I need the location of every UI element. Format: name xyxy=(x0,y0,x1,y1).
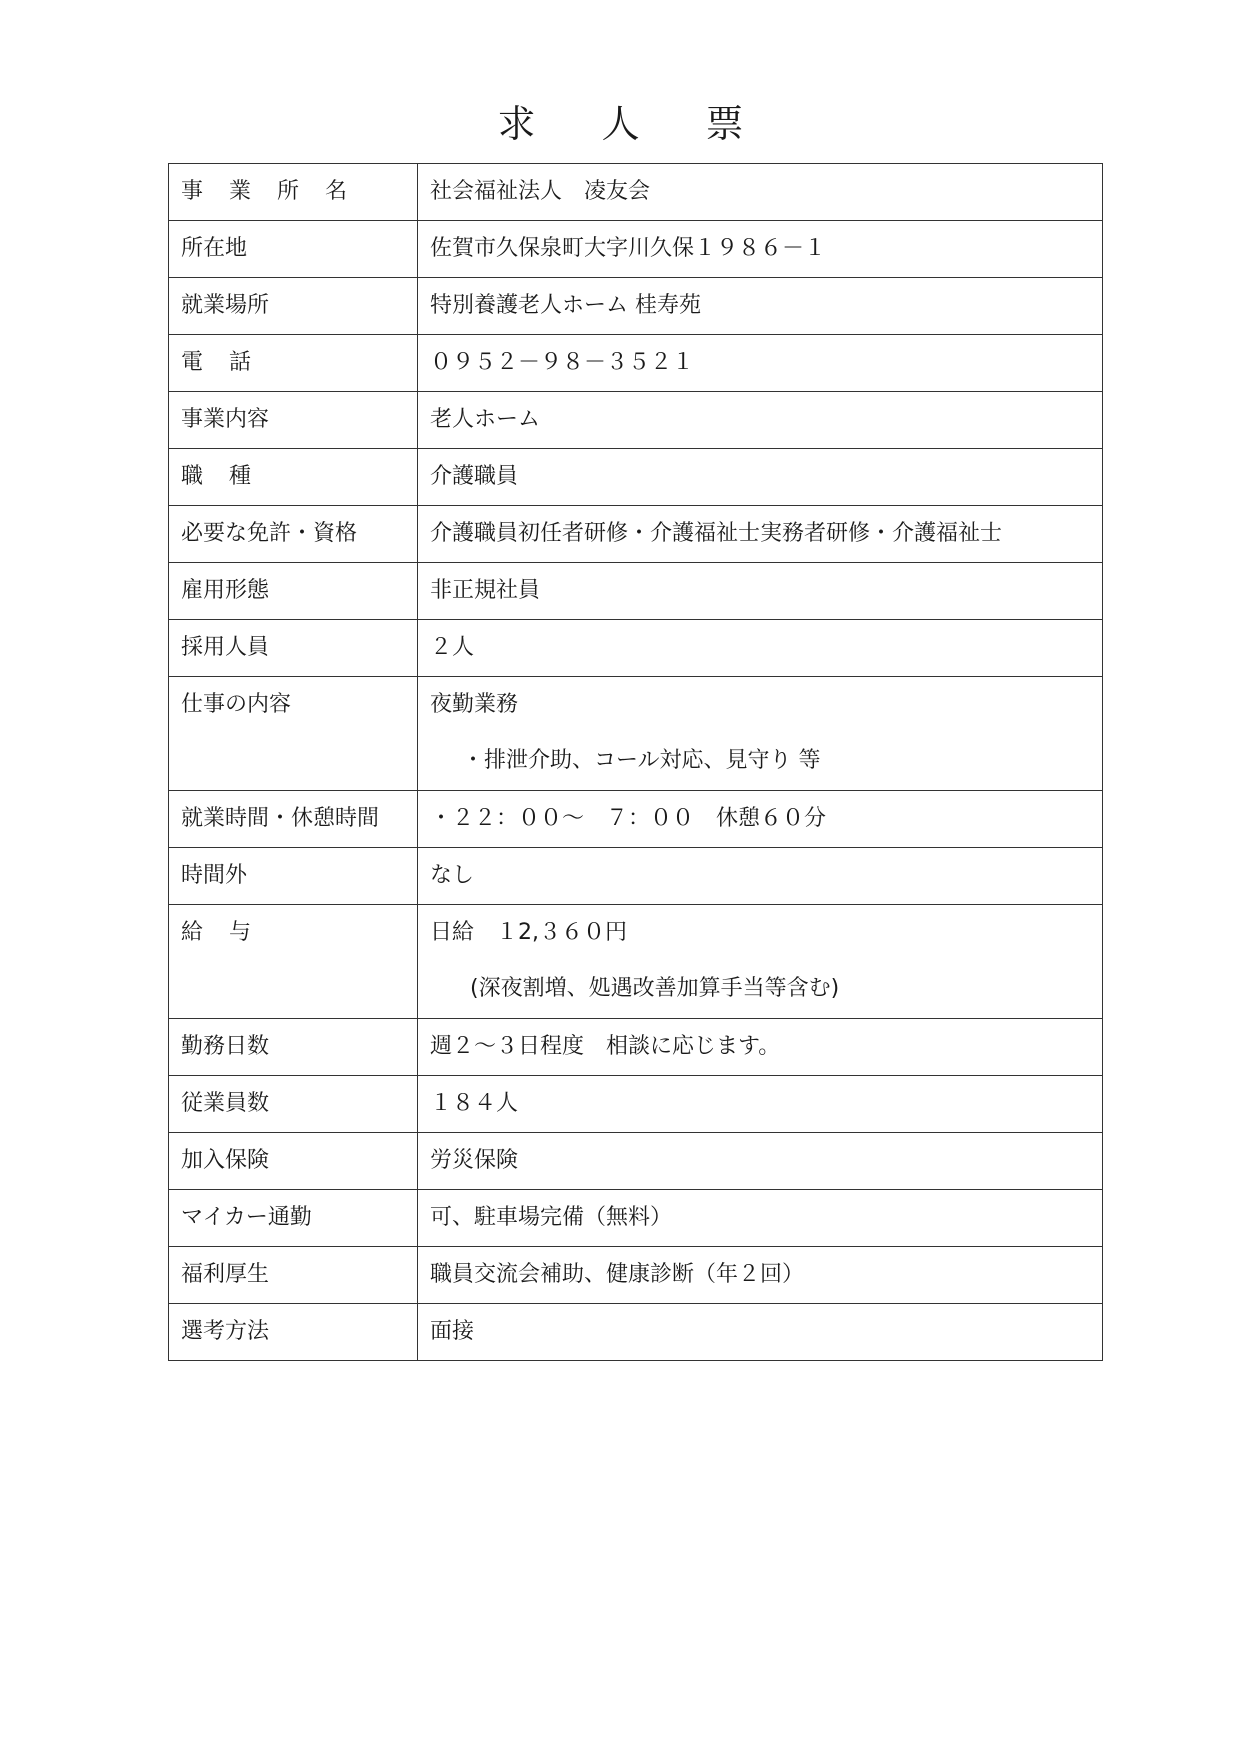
job-content-label: 仕事の内容 xyxy=(181,692,292,717)
salary-label: 給与 xyxy=(181,920,278,945)
overtime-label: 時間外 xyxy=(169,848,418,905)
row-employment-type xyxy=(169,563,1103,620)
row-job-content xyxy=(169,677,1103,791)
row-car-commute xyxy=(169,1190,1103,1247)
workplace-label: 就業場所 xyxy=(169,278,418,335)
job-content-value-line1: 夜勤業務 xyxy=(430,692,519,717)
hires-value: ２人 xyxy=(418,620,1103,677)
salary-value-cell xyxy=(418,905,1103,1019)
row-insurance xyxy=(169,1133,1103,1190)
employment-type-label: 雇用形態 xyxy=(169,563,418,620)
employment-type-value: 非正規社員 xyxy=(418,563,1103,620)
job-content-value-cell xyxy=(418,677,1103,791)
job-type-value: 介護職員 xyxy=(418,449,1103,506)
address-value: 佐賀市久保泉町大字川久保１９８６－１ xyxy=(418,221,1103,278)
selection-value: 面接 xyxy=(418,1304,1103,1361)
hires-label: 採用人員 xyxy=(169,620,418,677)
business-value: 老人ホーム xyxy=(418,392,1103,449)
row-address xyxy=(169,221,1103,278)
row-hires xyxy=(169,620,1103,677)
work-days-label: 勤務日数 xyxy=(169,1019,418,1076)
hours-label: 就業時間・休憩時間 xyxy=(169,791,418,848)
row-work-days xyxy=(169,1019,1103,1076)
row-hours xyxy=(169,791,1103,848)
business-label: 事業内容 xyxy=(169,392,418,449)
row-salary xyxy=(169,905,1103,1019)
phone-label: 電話 xyxy=(169,335,418,392)
office-name-value: 社会福祉法人 凌友会 xyxy=(418,164,1103,221)
row-employees xyxy=(169,1076,1103,1133)
insurance-label: 加入保険 xyxy=(169,1133,418,1190)
employees-label: 従業員数 xyxy=(169,1076,418,1133)
insurance-value: 労災保険 xyxy=(418,1133,1103,1190)
qualifications-label: 必要な免許・資格 xyxy=(169,506,418,563)
overtime-value: なし xyxy=(418,848,1103,905)
hours-value: ・２２：００～ ７：００ 休憩６０分 xyxy=(418,791,1103,848)
row-workplace xyxy=(169,278,1103,335)
row-phone xyxy=(169,335,1103,392)
office-name-label: 事業所名 xyxy=(169,164,418,221)
salary-value-line1: 日給 １2,３６０円 xyxy=(430,920,627,945)
work-days-value: 週２～３日程度 相談に応じます。 xyxy=(418,1019,1103,1076)
row-overtime xyxy=(169,848,1103,905)
phone-value: ０９５２－９８－３５２１ xyxy=(418,335,1103,392)
car-commute-label: マイカー通勤 xyxy=(169,1190,418,1247)
row-selection xyxy=(169,1304,1103,1361)
row-benefits xyxy=(169,1247,1103,1304)
qualifications-value: 介護職員初任者研修・介護福祉士実務者研修・介護福祉士 xyxy=(418,506,1103,563)
job-posting-table xyxy=(168,163,1103,1361)
job-content-value-line2: ・排泄介助、コール対応、見守り 等 xyxy=(462,748,821,773)
job-type-label: 職種 xyxy=(169,449,418,506)
address-label: 所在地 xyxy=(169,221,418,278)
row-business xyxy=(169,392,1103,449)
benefits-label: 福利厚生 xyxy=(169,1247,418,1304)
employees-value: １８４人 xyxy=(418,1076,1103,1133)
salary-label-cell xyxy=(169,905,418,1019)
benefits-value: 職員交流会補助、健康診断（年２回） xyxy=(418,1247,1103,1304)
salary-value-line2: (深夜割増、処遇改善加算手当等含む) xyxy=(470,976,840,1001)
row-job-type xyxy=(169,449,1103,506)
selection-label: 選考方法 xyxy=(169,1304,418,1361)
car-commute-value: 可、駐車場完備（無料） xyxy=(418,1190,1103,1247)
workplace-value: 特別養護老人ホーム 桂寿苑 xyxy=(418,278,1103,335)
job-content-label-cell xyxy=(169,677,418,791)
row-qualifications xyxy=(169,506,1103,563)
page-title: 求人票 xyxy=(497,102,810,146)
row-office-name xyxy=(169,164,1103,221)
